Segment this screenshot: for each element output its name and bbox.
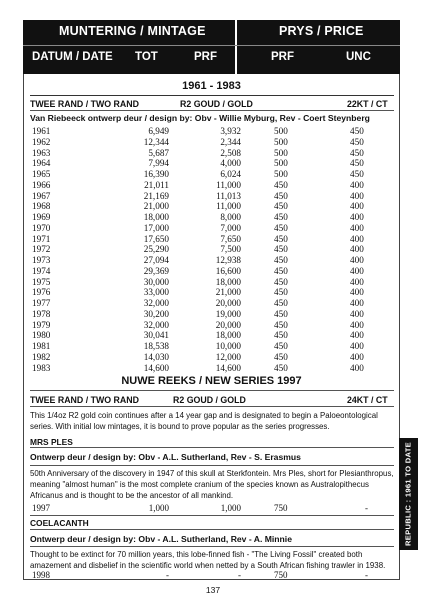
price-unc: 450 (350, 169, 364, 179)
tot-value: 27,094 (143, 255, 169, 265)
prf-value: 20,000 (215, 319, 241, 330)
tot-value: 32,000 (143, 298, 169, 308)
series-heading: NUWE REEKS / NEW SERIES 1997 (121, 375, 302, 387)
year: 1998 (32, 570, 50, 580)
tot-value: 16,390 (143, 169, 169, 179)
price-unc: 400 (350, 308, 364, 319)
price-prf: 500 (274, 147, 288, 158)
purity-label: 24KT / CT (347, 395, 388, 405)
mintage-heading: MUNTERING / MINTAGE (59, 24, 206, 38)
price-unc: 400 (350, 179, 364, 190)
prf-value: 6,024 (220, 169, 241, 179)
metal-label: R2 GOUD / GOLD (180, 99, 253, 109)
table-row (30, 309, 394, 320)
prf-value: 3,932 (220, 126, 241, 136)
header-rule (23, 45, 400, 46)
divider (30, 406, 394, 407)
price-prf: 450 (274, 179, 288, 190)
table-row (30, 137, 394, 148)
tot-value: 30,200 (143, 308, 169, 319)
table-row (30, 352, 394, 363)
year: 1978 (32, 308, 51, 319)
year: 1997 (32, 503, 50, 513)
price-prf: 500 (274, 126, 288, 136)
price-prf: 500 (274, 136, 288, 147)
year: 1963 (32, 147, 51, 158)
year: 1974 (32, 265, 51, 276)
price-prf: 450 (274, 330, 288, 341)
tot-value: 17,650 (143, 233, 169, 244)
year: 1970 (32, 222, 51, 233)
year: 1962 (32, 136, 51, 147)
table-row (30, 180, 394, 191)
coin-description: Thought to be extinct for 70 million years, this lobe-finned fish - "The Living Fossil" created both amazement and disbelief in the scientific world when netted by a South African fishing trawler in 1938. (30, 550, 386, 570)
tot-value: 33,000 (143, 287, 169, 298)
price-unc: 450 (350, 147, 364, 158)
year: 1973 (32, 255, 51, 265)
price-unc: 400 (350, 330, 364, 341)
price-prf: 450 (274, 319, 288, 330)
table-row (30, 126, 394, 137)
price-unc: 400 (350, 287, 364, 298)
prf-value: 12,938 (215, 255, 241, 265)
price-prf: 450 (274, 351, 288, 362)
prf-value: 7,000 (220, 222, 241, 233)
year: 1980 (32, 330, 51, 341)
header-divider (235, 20, 237, 74)
prf-value: 11,000 (216, 179, 241, 190)
price-prf: 450 (274, 222, 288, 233)
price-heading: PRYS / PRICE (279, 24, 364, 38)
date-column-heading: DATUM / DATE (32, 51, 113, 63)
price-prf: 450 (274, 212, 288, 222)
table-row (30, 191, 394, 202)
tot-value: 25,290 (143, 244, 169, 255)
table-header (23, 20, 400, 74)
table-row (30, 320, 394, 331)
price-unc: 450 (350, 136, 364, 147)
price-prf: 450 (274, 233, 288, 244)
price-prf: 450 (274, 255, 288, 265)
tot-value: 29,369 (143, 265, 169, 276)
price-prf: 450 (274, 287, 288, 298)
coin-description: 50th Anniversary of the discovery in 1947 of this skull at Sterkfontein. Mrs Ples, short for Plesianthropus, meaning "almost human" is the most complete cranium of the species known as Australopithecus Africanus and is thought to be the ancestor of all mankind. (30, 469, 394, 500)
year: 1983 (32, 362, 51, 373)
side-tab-label: REPUBLIC : 1961 TO DATE (403, 441, 413, 547)
price-prf: 450 (274, 265, 288, 276)
year: 1972 (32, 244, 51, 255)
prf-value: 20,000 (215, 298, 241, 308)
divider (30, 447, 394, 448)
price-prf: 450 (274, 341, 288, 351)
purity-label: 22KT / CT (347, 99, 388, 109)
table-row (30, 570, 394, 581)
divider (30, 515, 394, 516)
table-row (30, 363, 394, 374)
price-unc: 400 (350, 265, 364, 276)
year: 1969 (32, 212, 51, 222)
table-row (30, 223, 394, 234)
price-unc: 400 (350, 255, 364, 265)
coin-title: COELACANTH (30, 518, 89, 528)
metal-label: R2 GOUD / GOLD (173, 395, 246, 405)
price-prf: 500 (274, 158, 288, 169)
mintage-table (30, 126, 394, 373)
prf-value: 14,600 (215, 362, 241, 373)
year: 1971 (32, 233, 51, 244)
design-credit: Ontwerp deur / design by: Obv - A.L. Sutherland, Rev - A. Minnie (30, 534, 292, 544)
year: 1982 (32, 351, 51, 362)
tot-value: 21,169 (143, 190, 169, 201)
prf-value: 7,500 (220, 244, 241, 255)
section-side-tab (399, 438, 418, 550)
price-prf-column-heading: PRF (271, 51, 294, 63)
table-row (30, 277, 394, 288)
year: 1979 (32, 319, 51, 330)
prf-value: 18,000 (215, 330, 241, 341)
design-credit: Van Riebeeck ontwerp deur / design by: Obv - Willie Myburg, Rev - Coert Steynberg (30, 113, 370, 123)
tot-value: 30,000 (143, 276, 169, 287)
price-unc: - (365, 503, 368, 513)
prf-value: 2,508 (220, 147, 241, 158)
table-row (30, 148, 394, 159)
table-row (30, 330, 394, 341)
price-prf: 450 (274, 244, 288, 255)
tot-value: 30,041 (143, 330, 169, 341)
page-number: 137 (205, 585, 221, 595)
price-prf: 500 (274, 169, 288, 179)
price-unc: 450 (350, 158, 364, 169)
price-prf: 450 (274, 308, 288, 319)
table-row (30, 212, 394, 223)
price-unc: 400 (350, 276, 364, 287)
price-unc: 400 (350, 212, 364, 222)
price-unc: 450 (350, 126, 364, 136)
period-heading: 1961 - 1983 (182, 80, 241, 92)
price-unc: 400 (350, 190, 364, 201)
tot-value: - (166, 570, 169, 580)
series-intro: This 1/4oz R2 gold coin continues after a 14 year gap and is designated to begin a Paloeontological series. With initial low mintages, it is bound to prove popular as the series progresses. (30, 411, 378, 431)
price-prf: 750 (274, 503, 288, 513)
table-row (30, 169, 394, 180)
tot-value: 14,600 (143, 362, 169, 373)
year: 1966 (32, 179, 51, 190)
tot-value: 21,011 (144, 179, 169, 190)
prf-value: 11,000 (216, 201, 241, 212)
tot-value: 17,000 (143, 222, 169, 233)
table-row (30, 287, 394, 298)
unc-column-heading: UNC (346, 51, 371, 63)
table-row (30, 158, 394, 169)
price-unc: 400 (350, 244, 364, 255)
prf-column-heading: PRF (194, 51, 217, 63)
price-prf: 450 (274, 201, 288, 212)
prf-value: 12,000 (215, 351, 241, 362)
divider (30, 95, 394, 96)
tot-value: 7,994 (148, 158, 169, 169)
prf-value: 8,000 (220, 212, 241, 222)
divider (30, 110, 394, 111)
table-row (30, 266, 394, 277)
prf-value: 11,013 (216, 190, 241, 201)
price-unc: 400 (350, 362, 364, 373)
divider (30, 546, 394, 547)
tot-value: 18,538 (143, 341, 169, 351)
price-prf: 750 (274, 570, 288, 580)
price-prf: 450 (274, 190, 288, 201)
tot-value: 12,344 (143, 136, 169, 147)
tot-value: 5,687 (148, 147, 169, 158)
prf-value: 10,000 (215, 341, 241, 351)
prf-value: 19,000 (215, 308, 241, 319)
divider (30, 465, 394, 466)
tot-value: 14,030 (143, 351, 169, 362)
year: 1961 (32, 126, 51, 136)
price-unc: 400 (350, 351, 364, 362)
prf-value: - (238, 570, 241, 580)
price-unc: 400 (350, 341, 364, 351)
table-row (30, 234, 394, 245)
table-row (30, 503, 394, 514)
coin-title: MRS PLES (30, 437, 73, 447)
prf-value: 7,650 (220, 233, 241, 244)
tot-column-heading: TOT (135, 51, 158, 63)
year: 1975 (32, 276, 51, 287)
year: 1977 (32, 298, 51, 308)
price-unc: 400 (350, 298, 364, 308)
year: 1976 (32, 287, 51, 298)
denomination-label: TWEE RAND / TWO RAND (30, 99, 139, 109)
tot-value: 1,000 (148, 503, 169, 513)
table-row (30, 255, 394, 266)
price-unc: 400 (350, 201, 364, 212)
denomination-label: TWEE RAND / TWO RAND (30, 395, 139, 405)
prf-value: 2,344 (220, 136, 241, 147)
tot-value: 18,000 (143, 212, 169, 222)
table-row (30, 201, 394, 212)
price-unc: 400 (350, 319, 364, 330)
price-unc: - (365, 570, 368, 580)
table-row (30, 298, 394, 309)
tot-value: 32,000 (143, 319, 169, 330)
prf-value: 16,600 (215, 265, 241, 276)
price-unc: 400 (350, 233, 364, 244)
tot-value: 21,000 (143, 201, 169, 212)
prf-value: 1,000 (220, 503, 241, 513)
table-row (30, 341, 394, 352)
year: 1967 (32, 190, 51, 201)
tot-value: 6,949 (148, 126, 169, 136)
divider (30, 529, 394, 530)
price-unc: 400 (350, 222, 364, 233)
year: 1981 (32, 341, 51, 351)
year: 1968 (32, 201, 51, 212)
prf-value: 4,000 (220, 158, 241, 169)
price-prf: 450 (274, 298, 288, 308)
prf-value: 18,000 (215, 276, 241, 287)
price-prf: 450 (274, 276, 288, 287)
year: 1965 (32, 169, 51, 179)
price-prf: 450 (274, 362, 288, 373)
divider (30, 390, 394, 391)
year: 1964 (32, 158, 51, 169)
table-row (30, 244, 394, 255)
prf-value: 21,000 (215, 287, 241, 298)
design-credit: Ontwerp deur / design by: Obv - A.L. Sutherland, Rev - S. Erasmus (30, 452, 301, 462)
